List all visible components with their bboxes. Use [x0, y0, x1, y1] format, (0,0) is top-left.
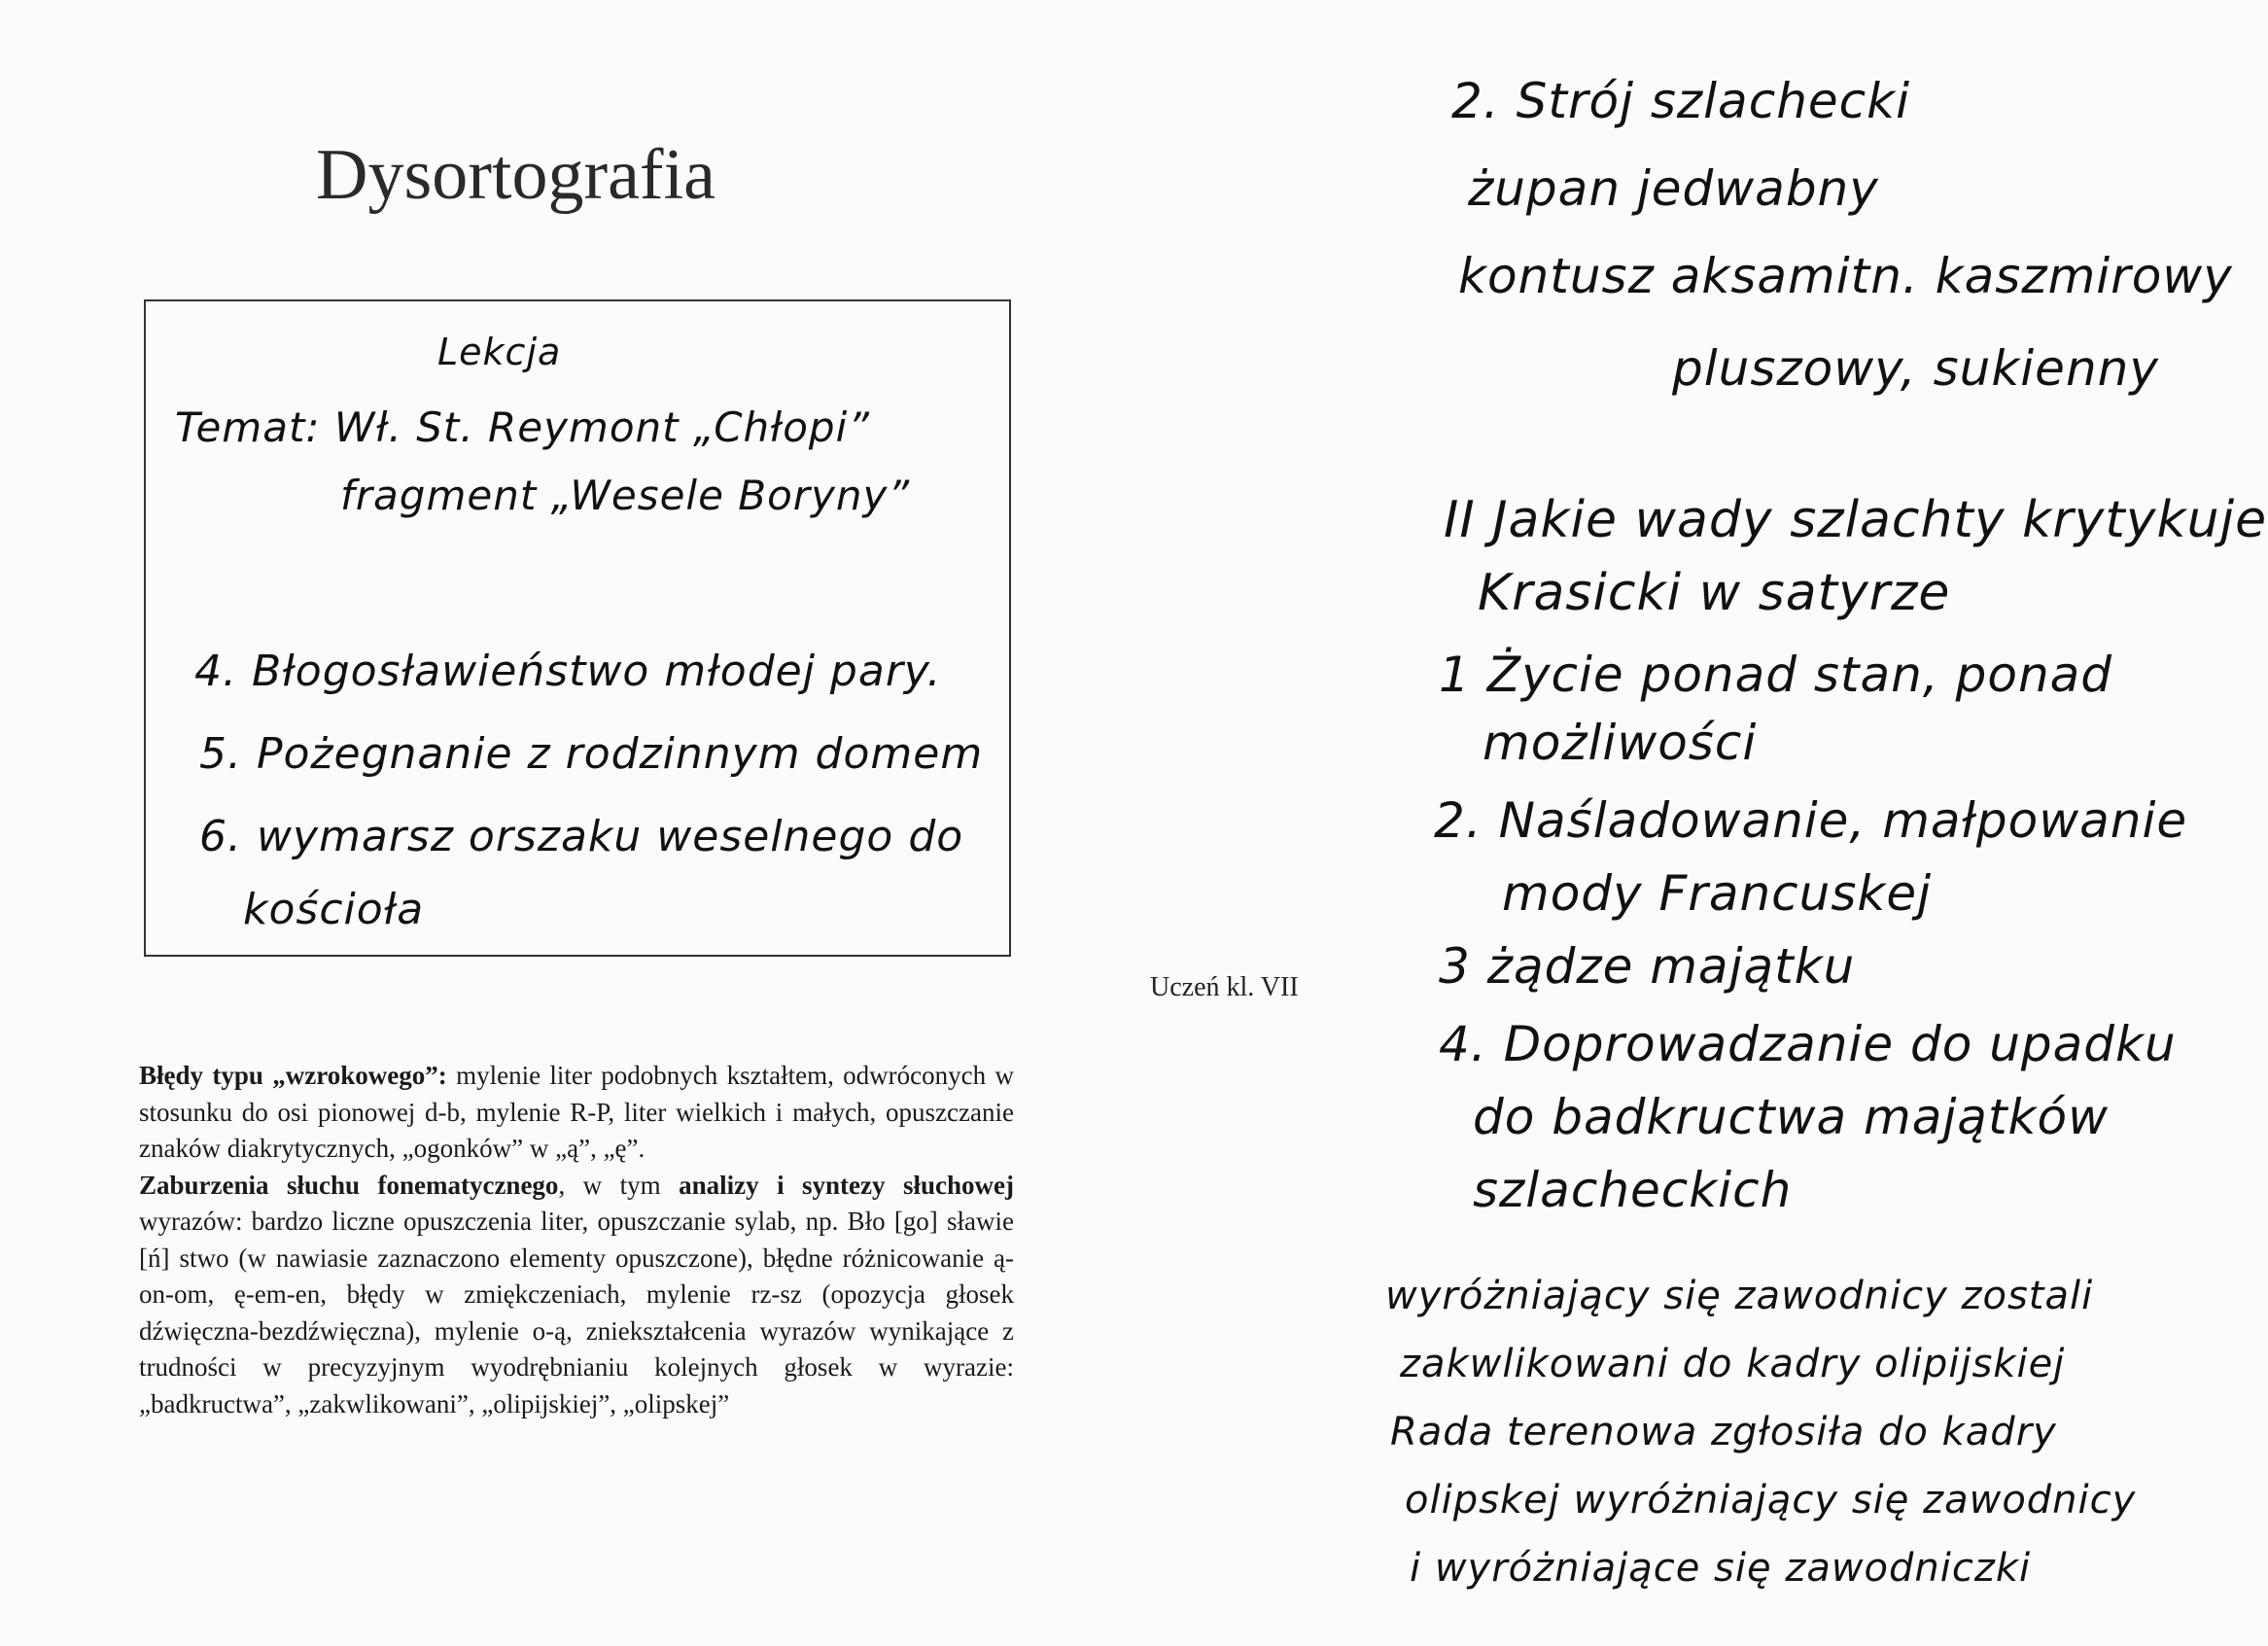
right-page: [1128, 0, 2268, 1646]
hearing-errors-heading: Zaburzenia słuchu fonematycznego: [139, 1170, 559, 1200]
lesson-fragment: fragment „Wesele Boryny”: [340, 472, 911, 519]
student-caption: Uczeń kl. VII: [1150, 972, 1299, 1002]
lesson-item: 4. Błogosławieństwo młodej pary.: [194, 647, 942, 696]
section-title: II Jakie wady szlachty krytykuje: [1444, 491, 2268, 549]
section-title: Krasicki w satyrze: [1478, 564, 1951, 622]
page-title: Dysortografia: [316, 135, 715, 215]
visual-errors-heading: Błędy typu „wzrokowego”:: [139, 1061, 447, 1090]
point-line: możliwości: [1483, 715, 1758, 771]
point-line: do badkructwa majątków: [1473, 1089, 2109, 1145]
point-line: 3 żądze majątku: [1439, 938, 1856, 995]
note-line: olipskej wyróżniający się zawodnicy: [1405, 1478, 2137, 1523]
lesson-item: 6. wymarsz orszaku weselnego do: [199, 812, 964, 861]
handwritten-line: kontusz aksamitn. kaszmirowy: [1458, 248, 2233, 304]
lesson-box: [144, 299, 1011, 957]
errors-description: [139, 1058, 1014, 1422]
note-line: i wyróżniające się zawodniczki: [1410, 1546, 2032, 1591]
lesson-topic: Temat: Wł. St. Reymont „Chłopi”: [175, 403, 871, 451]
lesson-item: 5. Pożegnanie z rodzinnym domem: [199, 729, 984, 779]
note-line: Rada terenowa zgłosiła do kadry: [1390, 1410, 2057, 1454]
visual-errors-body: mylenie liter podobnych kształtem, odwróconych w stosunku do osi pionowej d-b, mylenie R-P, liter wielkich i małych, opuszczanie znaków diakrytycznych, „ogonków” w „ą”, „ę”.: [139, 1061, 1014, 1163]
lesson-label: Lekcja: [437, 331, 562, 373]
point-line: mody Francuskej: [1502, 865, 1933, 922]
handwritten-line: 2. Strój szlachecki: [1451, 73, 1910, 129]
handwritten-line: żupan jedwabny: [1468, 160, 1879, 217]
lesson-item: kościoła: [243, 885, 425, 934]
left-page: [0, 0, 1128, 1646]
hearing-errors-heading-2: analizy i syntezy słuchowej: [679, 1170, 1014, 1200]
point-line: szlacheckich: [1473, 1162, 1793, 1218]
handwritten-line: pluszowy, sukienny: [1672, 340, 2159, 397]
point-line: 2. Naśladowanie, małpowanie: [1434, 792, 2188, 849]
hearing-errors-connector: , w tym: [558, 1170, 680, 1200]
point-line: 4. Doprowadzanie do upadku: [1439, 1016, 2177, 1072]
point-line: 1 Życie ponad stan, ponad: [1439, 647, 2113, 703]
hearing-errors-body: wyrazów: bardzo liczne opuszczenia liter, opuszczanie sylab, np. Bło [go] sławie [ń] stwo (w nawiasie zaznaczono elementy opuszczone), błędne różnicowanie ą-on-om, ę-em-en, błędy w zmiękczeniach, mylenie rz-sz (opozycja głosek dźwięczna-bezdźwięczna), mylenie o-ą, zniekształcenia wyrazów wynikające z trudności w precyzyjnym wyodrębnianiu kolejnych głosek w wyrazie: „badkructwa”, „zakwlikowani”, „olipijskiej”, „olipskej”: [139, 1207, 1014, 1418]
note-line: wyróżniający się zawodnicy zostali: [1385, 1274, 2094, 1318]
note-line: zakwlikowani do kadry olipijskiej: [1400, 1342, 2066, 1386]
